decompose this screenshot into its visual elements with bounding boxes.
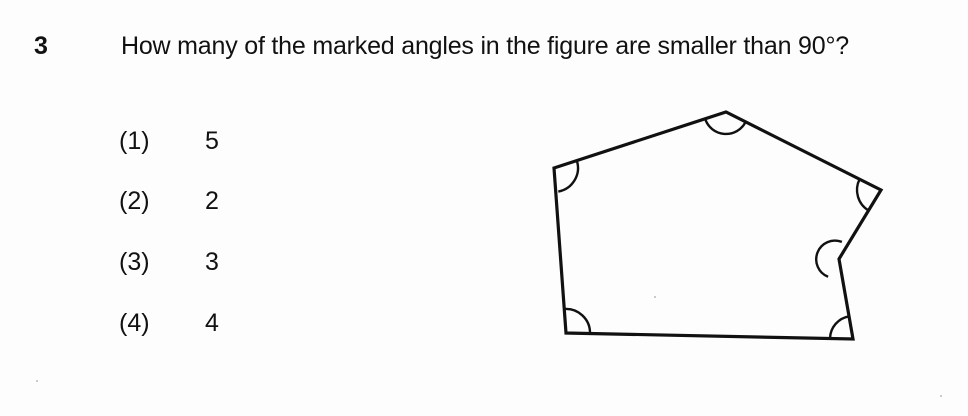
angle-mark <box>830 316 849 338</box>
option-label: (3) <box>119 248 150 276</box>
option-label: (1) <box>119 127 150 155</box>
question-number: 3 <box>34 32 48 60</box>
angle-mark <box>705 119 746 134</box>
option-label: (4) <box>119 309 150 337</box>
option-label: (2) <box>119 187 150 215</box>
scan-speck <box>654 296 656 298</box>
scan-speck <box>940 395 942 397</box>
angle-mark <box>564 309 591 334</box>
option-value: 3 <box>205 248 219 276</box>
option-value: 5 <box>205 127 219 155</box>
option-value: 4 <box>205 309 219 337</box>
option-value: 2 <box>205 187 219 215</box>
scan-speck <box>36 380 38 382</box>
question-text: How many of the marked angles in the figure are smaller than 90°? <box>121 32 849 60</box>
hexagon-outline <box>554 112 881 339</box>
